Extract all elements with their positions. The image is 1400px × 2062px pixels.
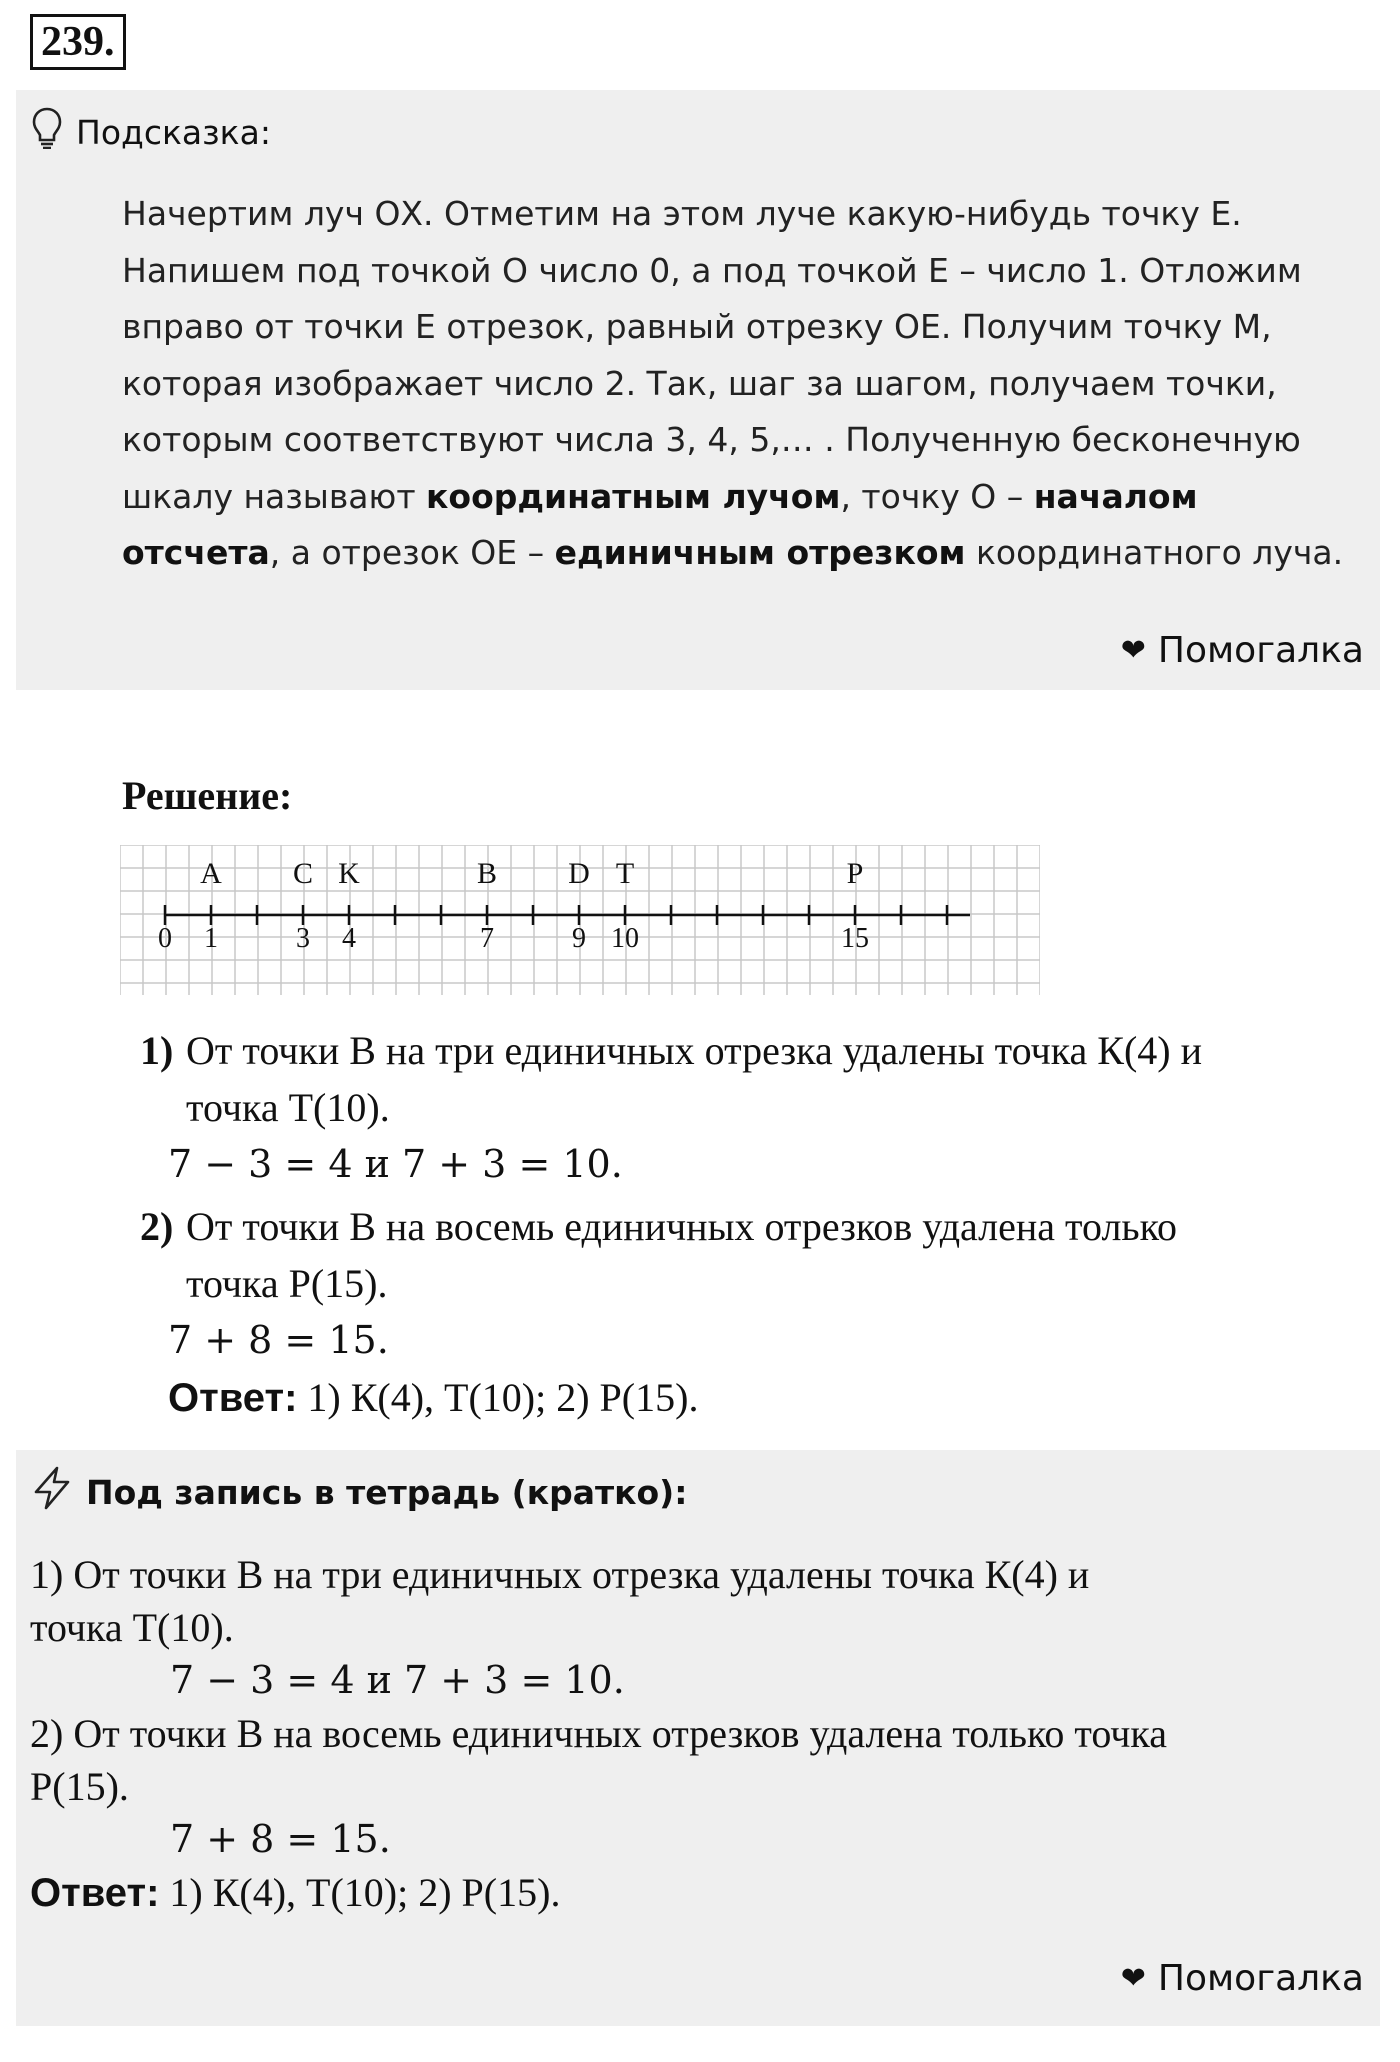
solution-item-1: 1) От точки В на три единичных отрезка удалены точка К(4) и точка Т(10). 7 − 3 = 4 и 7 + 3 = 10. — [140, 1022, 1202, 1193]
lightning-icon — [32, 1466, 86, 1518]
point-label: C — [292, 857, 314, 890]
point-label: T — [615, 857, 635, 890]
hint-text: Начертим луч ОХ. Отметим на этом луче какую-нибудь точку Е. Напишем под точкой О число 0, а под точкой Е – число 1. Отложим вправо от точки Е отрезок, равный отрезку ОЕ. Получим точку М, которая изображает число 2. Так, шаг за шагом, получаем точки, которым соответствуют числа 3, 4, 5,… . Полученную бесконечную шкалу называют координатным лучом, точку О – началом отсчета, а отрезок ОЕ – единичным отрезком координатного луча. — [122, 194, 1344, 572]
point-label: B — [476, 857, 498, 890]
answer-line: Ответ: 1) К(4), Т(10); 2) Р(15). — [168, 1375, 699, 1420]
tick-label: 0 — [158, 923, 172, 954]
coordinate-ray-diagram — [120, 845, 1040, 995]
tick-label: 9 — [572, 923, 586, 954]
formula-1: 7 − 3 = 4 и 7 + 3 = 10. — [168, 1142, 623, 1186]
task-number: 239. — [30, 14, 126, 70]
heart-icon: ❤ — [1120, 633, 1146, 668]
point-label: A — [200, 857, 222, 890]
note-text: 1) От точки В на три единичных отрезка удалены точка К(4) и точка Т(10). 7 − 3 = 4 и 7 + 3 = 10. 2) От точки В на восемь единичных отрезков удалена только точка Р(15). 7 + 8 = 15. Ответ: 1) К(4), Т(10); 2) Р(15). — [30, 1548, 1370, 1920]
note-title: Под запись в тетрадь (кратко): — [86, 1472, 688, 1512]
tick-label: 15 — [841, 923, 869, 954]
brand-label-bottom: ❤ Помогалка — [1120, 1958, 1364, 1999]
point-label: P — [846, 857, 864, 890]
point-label: D — [568, 857, 590, 890]
hint-panel — [16, 90, 1380, 690]
note-answer-line: Ответ: 1) К(4), Т(10); 2) Р(15). — [30, 1870, 561, 1915]
tick-label: 7 — [480, 923, 494, 954]
point-label: K — [338, 857, 360, 890]
hint-title: Подсказка: — [76, 112, 271, 152]
lightbulb-icon — [32, 107, 76, 157]
formula-2: 7 + 8 = 15. — [168, 1318, 389, 1362]
heart-icon: ❤ — [1120, 1961, 1146, 1996]
tick-label: 4 — [342, 923, 356, 954]
tick-label: 3 — [296, 923, 310, 954]
tick-label: 10 — [611, 923, 639, 954]
brand-label: ❤ Помогалка — [1120, 630, 1364, 671]
tick-label: 1 — [204, 923, 218, 954]
note-header — [32, 1462, 687, 1522]
solution-item-2: 2) От точки В на восемь единичных отрезков удалена только точка Р(15). 7 + 8 = 15. Ответ: 1) К(4), Т(10); 2) Р(15). — [140, 1198, 1177, 1427]
solution-title: Решение: — [122, 773, 293, 818]
hint-header — [32, 102, 271, 162]
note-panel — [16, 1450, 1380, 2026]
